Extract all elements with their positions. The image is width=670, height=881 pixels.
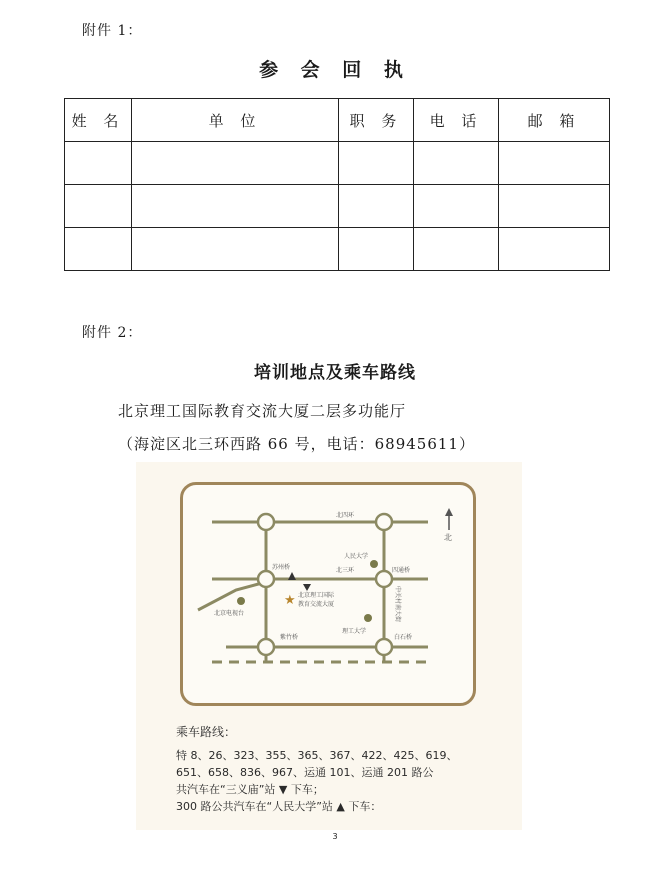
header-position: 职 务 xyxy=(339,99,414,142)
interchange-zizhuqiao xyxy=(258,639,274,655)
venue-address: （海淀区北三环西路 66 号，电话：68945611） xyxy=(118,435,475,453)
label-baishiqiao: 白石桥 xyxy=(394,634,413,641)
north-arrowhead-icon xyxy=(445,508,453,516)
routes-line: 特 8、26、323、355、365、367、422、425、619、 xyxy=(176,749,458,762)
interchange-sitongqiao xyxy=(376,571,392,587)
landmark-dot-tv xyxy=(237,597,245,605)
reply-form-table xyxy=(64,98,610,271)
attachment-1-label: 附件 1： xyxy=(82,23,143,39)
table-cell[interactable] xyxy=(65,142,132,185)
road-diagonal xyxy=(198,582,266,610)
label-zizhuqiao: 紫竹桥 xyxy=(280,634,299,641)
route-map xyxy=(136,462,522,722)
table-cell[interactable] xyxy=(499,185,610,228)
interchange-suzhouqiao xyxy=(258,571,274,587)
label-sitongqiao: 四通桥 xyxy=(392,567,411,574)
label-zhongguancun: 中关村南大街 xyxy=(394,586,401,623)
table-cell[interactable] xyxy=(132,185,339,228)
interchange-ne xyxy=(376,514,392,530)
table-cell[interactable] xyxy=(414,228,499,271)
north-label: 北 xyxy=(444,533,452,542)
routes-line: 300 路公共汽车在“人民大学”站 ▲ 下车： xyxy=(176,800,382,813)
reply-form-title: 参 会 回 执 xyxy=(259,59,411,81)
label-beisanhuan: 北三环 xyxy=(336,567,355,574)
table-cell[interactable] xyxy=(499,228,610,271)
table-cell[interactable] xyxy=(65,185,132,228)
attachment-2-label: 附件 2： xyxy=(82,325,143,341)
label-venue-1: 北京理工国际 xyxy=(298,592,335,599)
table-cell[interactable] xyxy=(414,142,499,185)
route-map-image xyxy=(136,462,522,830)
table-cell[interactable] xyxy=(499,142,610,185)
interchange-baishiqiao xyxy=(376,639,392,655)
table-cell[interactable] xyxy=(339,185,414,228)
header-phone: 电 话 xyxy=(414,99,499,142)
header-organization: 单 位 xyxy=(132,99,339,142)
routes-line: 651、658、836、967、运通 101、运通 201 路公 xyxy=(176,766,434,779)
header-name: 姓 名 xyxy=(65,99,132,142)
table-cell[interactable] xyxy=(339,142,414,185)
landmark-dot-ligong xyxy=(364,614,372,622)
table-header-row xyxy=(65,99,610,142)
venue-route-title: 培训地点及乘车路线 xyxy=(254,363,416,383)
label-beisihuan: 北四环 xyxy=(336,512,355,519)
page-number: 3 xyxy=(332,832,338,841)
header-email: 邮 箱 xyxy=(499,99,610,142)
stop-up-triangle-icon xyxy=(288,572,296,580)
table-row xyxy=(65,185,610,228)
routes-line: 共汽车在“三义庙”站 ▼ 下车； xyxy=(176,783,324,796)
table-cell[interactable] xyxy=(132,228,339,271)
table-cell[interactable] xyxy=(132,142,339,185)
label-renmin: 人民大学 xyxy=(344,553,369,560)
landmark-dot-renmin xyxy=(370,560,378,568)
table-row xyxy=(65,142,610,185)
stop-down-triangle-icon xyxy=(303,584,311,591)
label-tv-tower: 北京电视台 xyxy=(214,610,245,617)
interchange-nw xyxy=(258,514,274,530)
label-venue-2: 教育交流大厦 xyxy=(298,601,335,608)
table-row xyxy=(65,228,610,271)
table-cell[interactable] xyxy=(65,228,132,271)
venue-star-icon: ★ xyxy=(284,593,296,608)
label-ligong: 理工大学 xyxy=(342,628,367,635)
venue-name: 北京理工国际教育交流大厦二层多功能厅 xyxy=(118,402,407,420)
table-cell[interactable] xyxy=(414,185,499,228)
bus-routes xyxy=(176,724,496,815)
routes-title: 乘车路线： xyxy=(176,725,237,739)
table-cell[interactable] xyxy=(339,228,414,271)
label-suzhouqiao: 苏州桥 xyxy=(272,564,291,571)
